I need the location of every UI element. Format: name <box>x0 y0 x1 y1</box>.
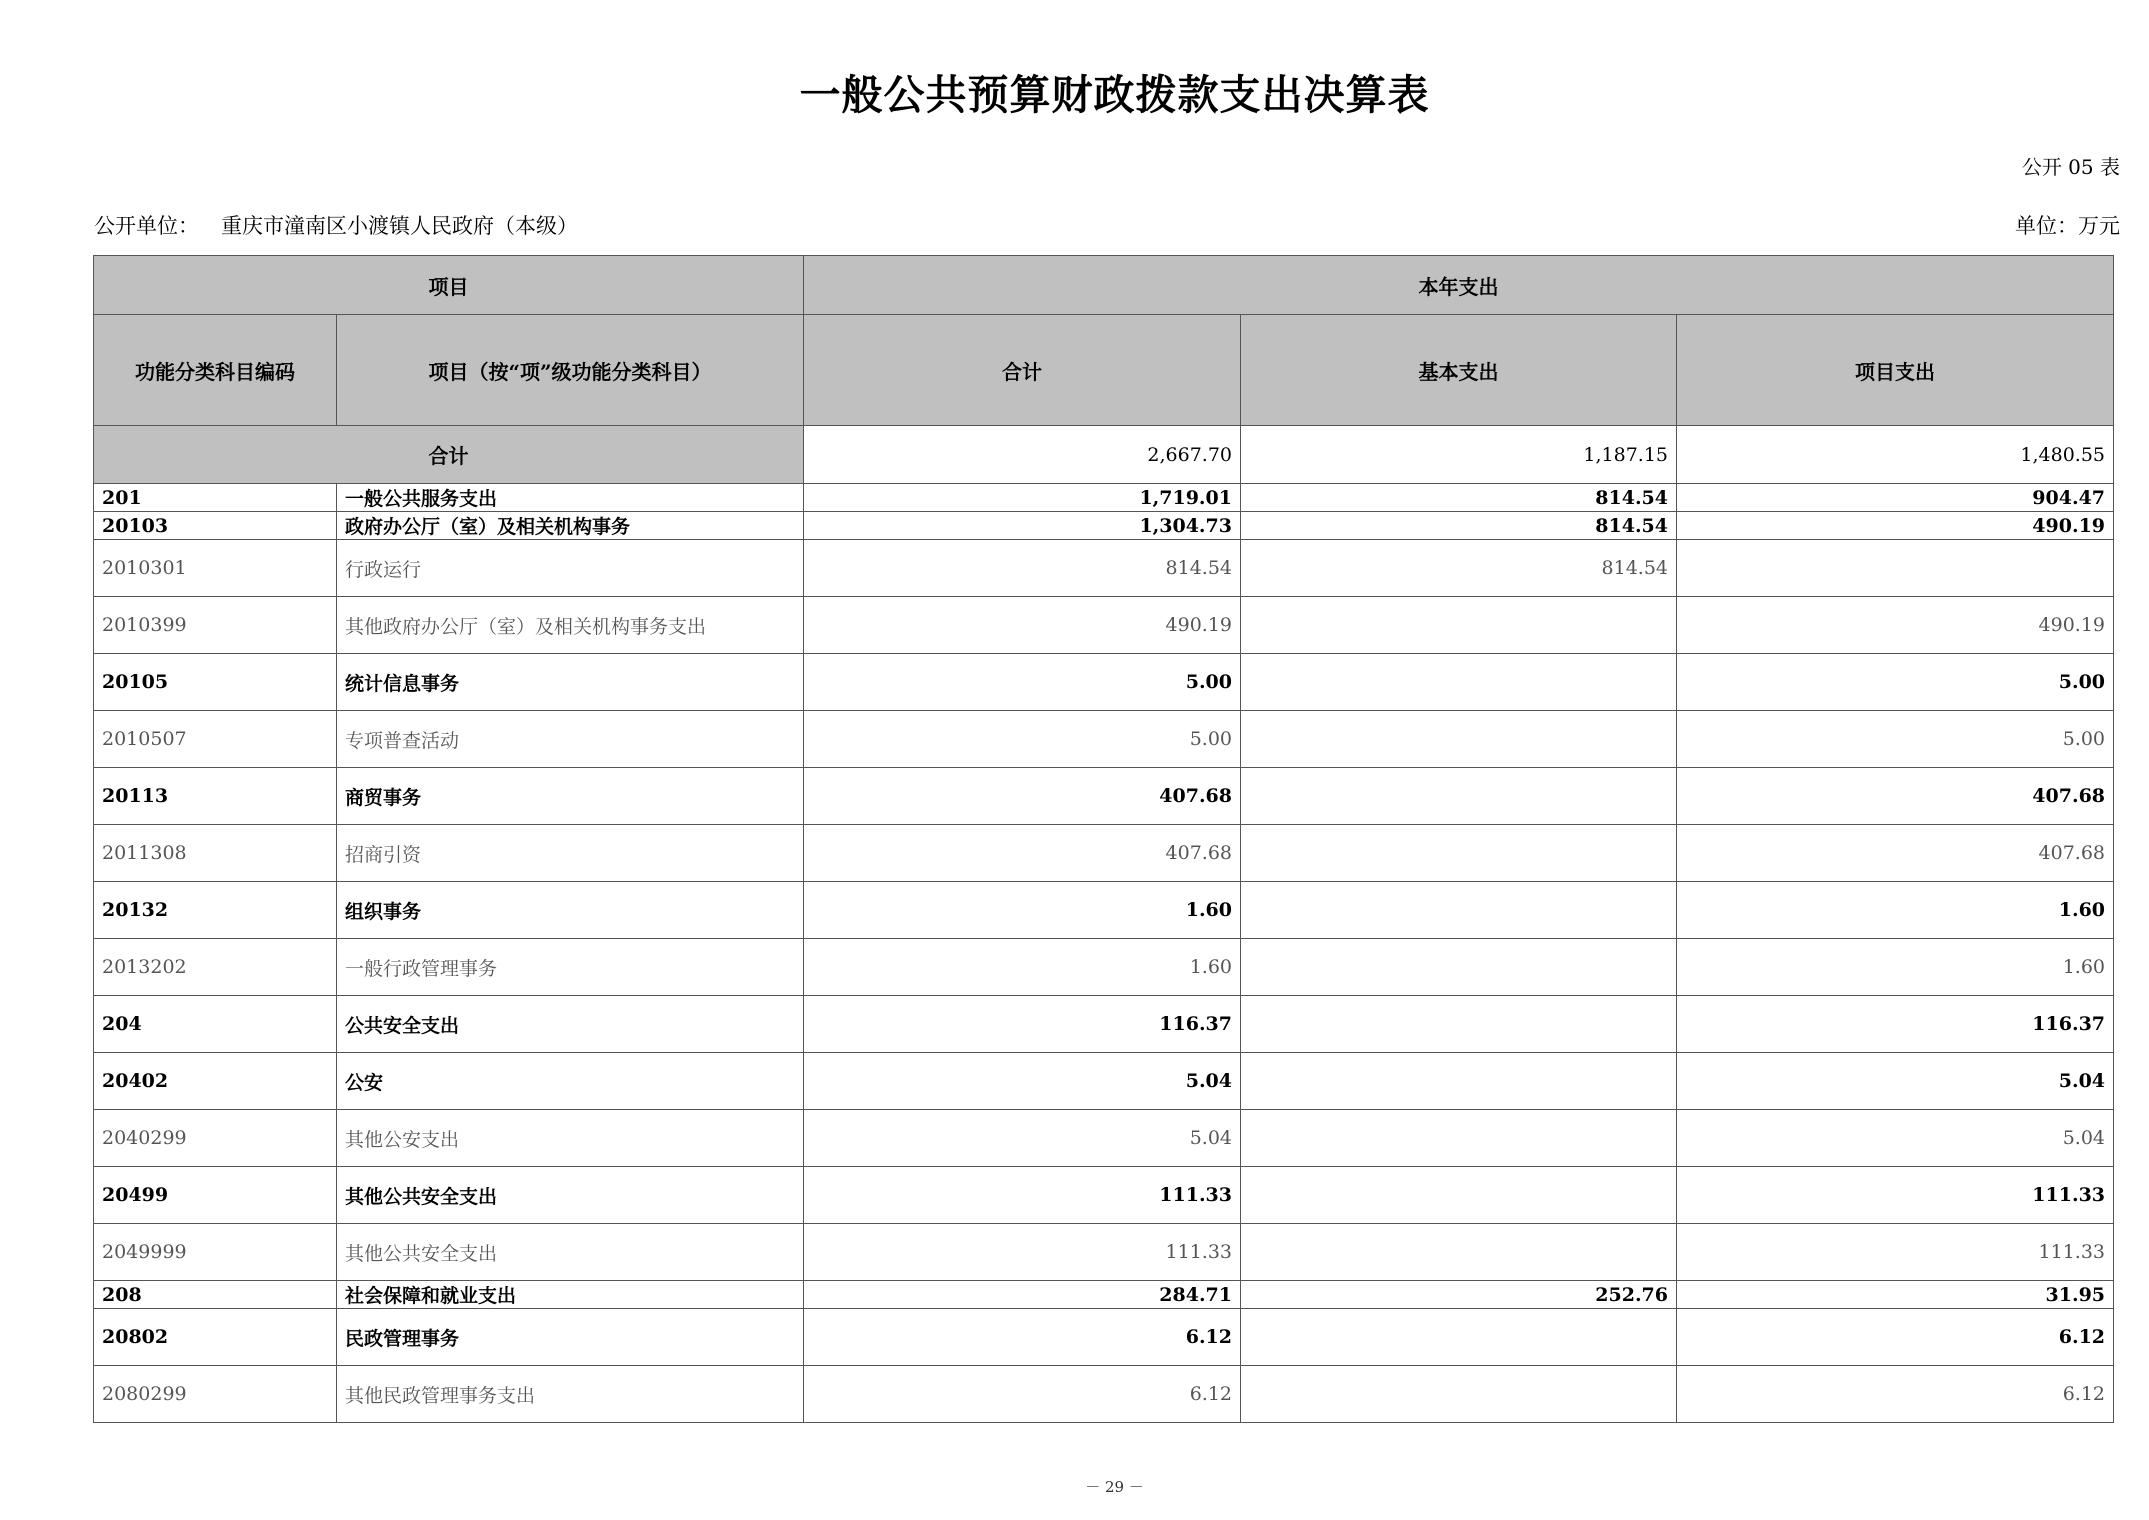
total-sum: 2,667.70 <box>804 426 1241 484</box>
row-name: 组织事务 <box>337 882 804 939</box>
row-name: 商贸事务 <box>337 768 804 825</box>
row-code: 20402 <box>94 1053 337 1110</box>
row-code: 2013202 <box>94 939 337 996</box>
row-total: 5.00 <box>804 711 1241 768</box>
row-project: 904.47 <box>1677 484 2114 512</box>
row-total: 814.54 <box>804 540 1241 597</box>
row-total: 1,719.01 <box>804 484 1241 512</box>
row-name: 其他民政管理事务支出 <box>337 1366 804 1423</box>
row-code: 20132 <box>94 882 337 939</box>
table-number: 公开 05 表 <box>2021 155 2120 179</box>
row-basic <box>1241 597 1677 654</box>
header-name: 项目（按“项”级功能分类科目） <box>337 315 804 426</box>
row-basic <box>1241 939 1677 996</box>
row-name: 行政运行 <box>337 540 804 597</box>
expenditure-table <box>93 255 2114 1423</box>
header-total: 合计 <box>804 315 1241 426</box>
row-name: 其他公安支出 <box>337 1110 804 1167</box>
total-label: 合计 <box>94 426 804 484</box>
header-item-group: 项目 <box>94 256 804 315</box>
row-name: 统计信息事务 <box>337 654 804 711</box>
row-code: 2010399 <box>94 597 337 654</box>
row-name: 招商引资 <box>337 825 804 882</box>
row-project: 1.60 <box>1677 882 2114 939</box>
row-total: 116.37 <box>804 996 1241 1053</box>
header-code: 功能分类科目编码 <box>94 315 337 426</box>
table-row <box>94 882 2114 939</box>
table-row <box>94 996 2114 1053</box>
row-project: 116.37 <box>1677 996 2114 1053</box>
row-project: 6.12 <box>1677 1366 2114 1423</box>
table-row <box>94 939 2114 996</box>
table-row <box>94 484 2114 512</box>
row-basic <box>1241 882 1677 939</box>
row-code: 2010301 <box>94 540 337 597</box>
row-code: 208 <box>94 1281 337 1309</box>
row-name: 民政管理事务 <box>337 1309 804 1366</box>
table-row <box>94 711 2114 768</box>
row-basic <box>1241 1309 1677 1366</box>
publishing-unit <box>94 210 578 240</box>
row-project: 5.00 <box>1677 654 2114 711</box>
row-project: 5.00 <box>1677 711 2114 768</box>
row-project: 5.04 <box>1677 1110 2114 1167</box>
table-row <box>94 540 2114 597</box>
row-name: 其他公共安全支出 <box>337 1167 804 1224</box>
page-number: － 29 － <box>1085 1478 1144 1496</box>
row-name: 一般公共服务支出 <box>337 484 804 512</box>
row-basic <box>1241 1167 1677 1224</box>
header-expense-group: 本年支出 <box>804 256 2114 315</box>
total-project: 1,480.55 <box>1677 426 2114 484</box>
row-name: 一般行政管理事务 <box>337 939 804 996</box>
publishing-unit-name: 重庆市潼南区小渡镇人民政府（本级） <box>221 214 578 238</box>
header-basic: 基本支出 <box>1241 315 1677 426</box>
row-basic <box>1241 1110 1677 1167</box>
row-basic <box>1241 768 1677 825</box>
row-total: 490.19 <box>804 597 1241 654</box>
row-code: 2040299 <box>94 1110 337 1167</box>
row-project: 31.95 <box>1677 1281 2114 1309</box>
row-total: 5.04 <box>804 1110 1241 1167</box>
header-row-columns <box>94 315 2114 426</box>
row-code: 2010507 <box>94 711 337 768</box>
table-row <box>94 1110 2114 1167</box>
row-project: 111.33 <box>1677 1167 2114 1224</box>
table-row <box>94 768 2114 825</box>
row-code: 2080299 <box>94 1366 337 1423</box>
total-basic: 1,187.15 <box>1241 426 1677 484</box>
row-basic <box>1241 1053 1677 1110</box>
row-total: 111.33 <box>804 1167 1241 1224</box>
row-code: 2011308 <box>94 825 337 882</box>
row-name: 政府办公厅（室）及相关机构事务 <box>337 512 804 540</box>
row-project: 111.33 <box>1677 1224 2114 1281</box>
header-project: 项目支出 <box>1677 315 2114 426</box>
row-project: 407.68 <box>1677 768 2114 825</box>
total-row <box>94 426 2114 484</box>
row-basic: 252.76 <box>1241 1281 1677 1309</box>
row-name: 社会保障和就业支出 <box>337 1281 804 1309</box>
row-total: 6.12 <box>804 1366 1241 1423</box>
row-project: 5.04 <box>1677 1053 2114 1110</box>
row-total: 407.68 <box>804 825 1241 882</box>
row-total: 5.04 <box>804 1053 1241 1110</box>
row-name: 专项普查活动 <box>337 711 804 768</box>
row-basic <box>1241 825 1677 882</box>
table-row <box>94 1053 2114 1110</box>
row-project: 490.19 <box>1677 597 2114 654</box>
table-row <box>94 1167 2114 1224</box>
row-project <box>1677 540 2114 597</box>
row-basic: 814.54 <box>1241 512 1677 540</box>
row-code: 20103 <box>94 512 337 540</box>
table-row <box>94 1224 2114 1281</box>
row-total: 6.12 <box>804 1309 1241 1366</box>
row-project: 6.12 <box>1677 1309 2114 1366</box>
header-row-group <box>94 256 2114 315</box>
table-row <box>94 1366 2114 1423</box>
document-title: 一般公共预算财政拨款支出决算表 <box>799 71 1430 119</box>
publishing-unit-label: 公开单位： <box>94 214 199 238</box>
row-code: 204 <box>94 996 337 1053</box>
table-row <box>94 597 2114 654</box>
row-code: 20802 <box>94 1309 337 1366</box>
row-total: 1.60 <box>804 882 1241 939</box>
row-project: 1.60 <box>1677 939 2114 996</box>
row-basic <box>1241 654 1677 711</box>
row-basic: 814.54 <box>1241 540 1677 597</box>
row-total: 111.33 <box>804 1224 1241 1281</box>
row-total: 284.71 <box>804 1281 1241 1309</box>
row-total: 1.60 <box>804 939 1241 996</box>
row-name: 其他公共安全支出 <box>337 1224 804 1281</box>
table-row <box>94 512 2114 540</box>
row-basic <box>1241 996 1677 1053</box>
row-code: 20105 <box>94 654 337 711</box>
table-row <box>94 825 2114 882</box>
row-basic <box>1241 1366 1677 1423</box>
row-code: 20499 <box>94 1167 337 1224</box>
currency-unit: 单位：万元 <box>2015 214 2120 238</box>
row-name: 公共安全支出 <box>337 996 804 1053</box>
table-row <box>94 1309 2114 1366</box>
row-project: 490.19 <box>1677 512 2114 540</box>
row-total: 407.68 <box>804 768 1241 825</box>
row-basic <box>1241 711 1677 768</box>
row-code: 2049999 <box>94 1224 337 1281</box>
row-basic: 814.54 <box>1241 484 1677 512</box>
row-total: 1,304.73 <box>804 512 1241 540</box>
row-name: 公安 <box>337 1053 804 1110</box>
row-total: 5.00 <box>804 654 1241 711</box>
row-project: 407.68 <box>1677 825 2114 882</box>
table-row <box>94 1281 2114 1309</box>
table-row <box>94 654 2114 711</box>
row-code: 201 <box>94 484 337 512</box>
row-basic <box>1241 1224 1677 1281</box>
row-name: 其他政府办公厅（室）及相关机构事务支出 <box>337 597 804 654</box>
row-code: 20113 <box>94 768 337 825</box>
